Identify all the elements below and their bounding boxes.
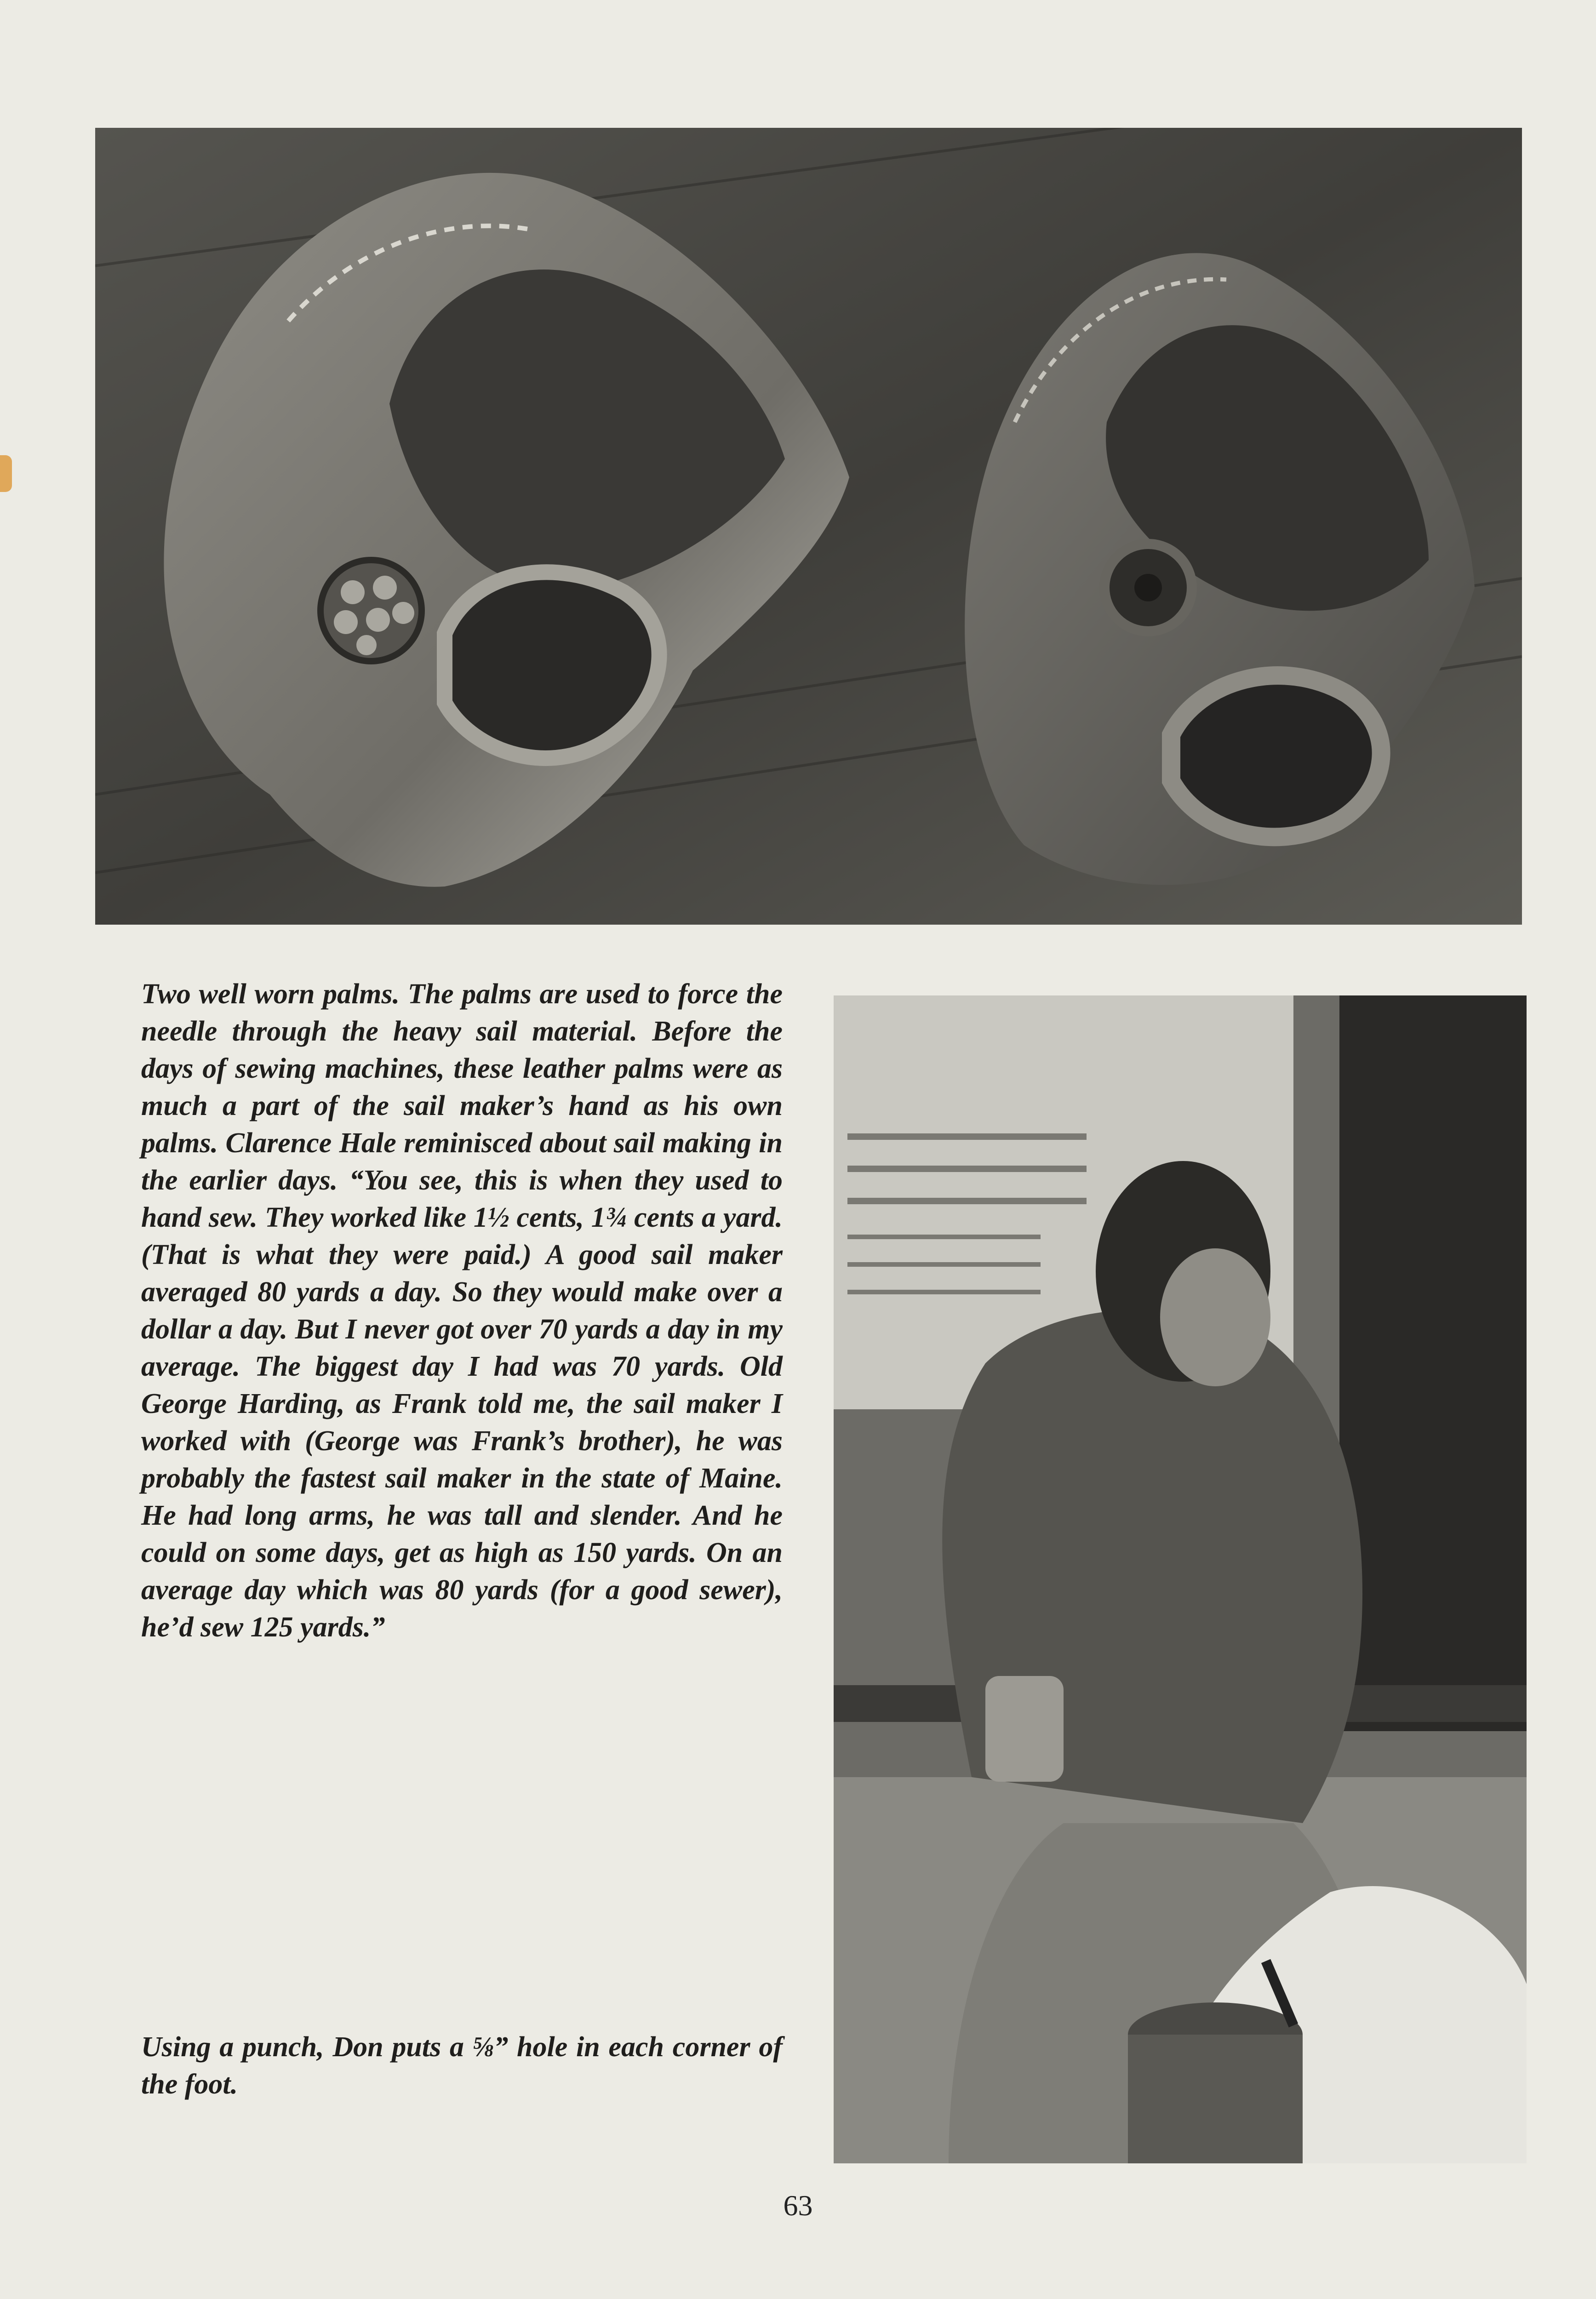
punching-photo-icon: [834, 995, 1527, 2163]
palms-photo: [95, 128, 1522, 925]
palms-photo-icon: [95, 128, 1522, 925]
punching-photo: [834, 995, 1527, 2163]
punch-caption: Using a punch, Don puts a ⅝” hole in each corner of the foot.: [141, 2031, 783, 2100]
page-number: 63: [783, 2189, 813, 2222]
palms-caption: Two well worn palms. The palms are used to force the needle through the heavy sail material. Before the days of sewing machines, these leather palms were as much a part of the sail maker’s hand as his own palms. Clarence Hale reminisced about sail making in the earlier days. “You see, this is when they used to hand sew. They worked like 1½ cents, 1¾ cents a yard. (That is what they were paid.) A good sail maker averaged 80 yards a day. So they would make over a dollar a day. But I never got over 70 yards a day in my average. The biggest day I had was 70 yards. Old George Harding, as Frank told me, the sail maker I worked with (George was Frank’s brother), he was probably the fastest sail maker in the state of Maine. He had long arms, he was tall and slender. And he could on some days, get as high as 150 yards. On an average day which was 80 yards (for a good sewer), he’d sew 125 yards.”: [141, 978, 783, 1643]
page-edge-tab: [0, 455, 12, 492]
